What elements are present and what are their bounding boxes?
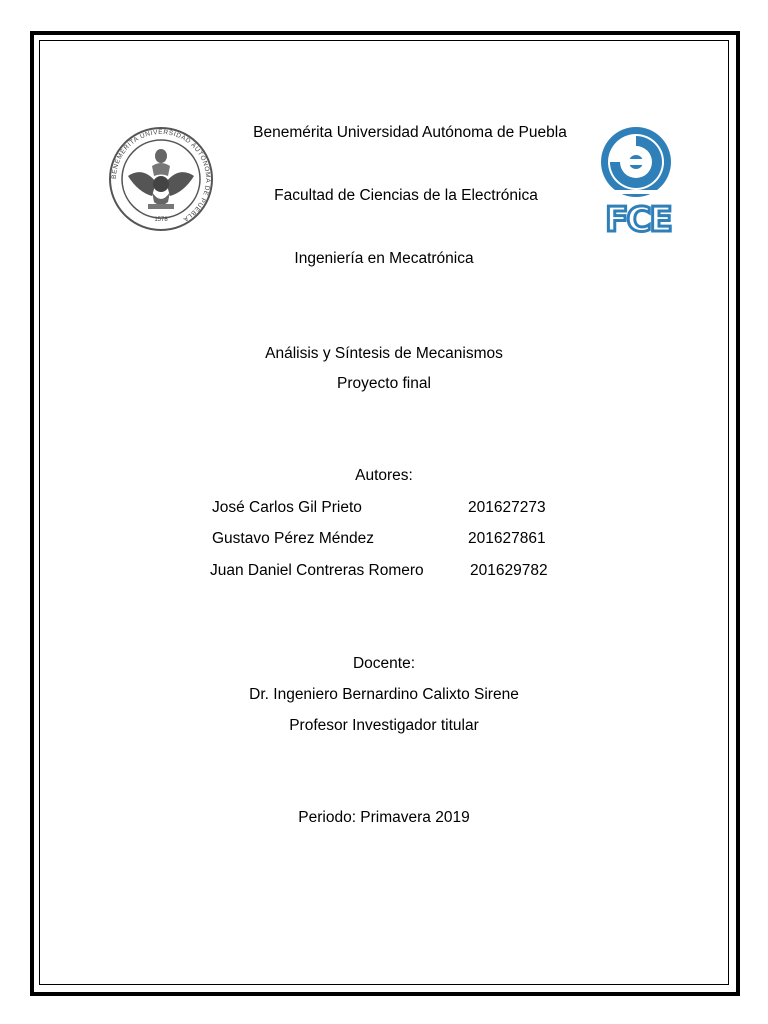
program-name: Ingeniería en Mecatrónica [294,250,474,267]
author-id: 201629782 [470,562,548,579]
fce-logo-text: FCE [605,200,671,238]
authors-heading: Autores: [355,467,413,484]
faculty-name: Facultad de Ciencias de la Electrónica [274,187,538,204]
university-name: Benemérita Universidad Autónoma de Puebla [253,124,567,141]
author-name: José Carlos Gil Prieto [212,499,362,516]
teacher-name: Dr. Ingeniero Bernardino Calixto Sirene [249,686,519,703]
course-name: Análisis y Síntesis de Mecanismos [265,345,503,362]
author-id: 201627273 [468,499,546,516]
seal-text: BENEMÉRITA UNIVERSIDAD AUTÓNOMA DE PUEBLA [110,128,212,223]
author-name: Gustavo Pérez Méndez [212,530,374,547]
teacher-role: Profesor Investigador titular [289,717,479,734]
project-title: Proyecto final [337,375,431,392]
period: Periodo: Primavera 2019 [298,809,470,826]
author-name: Juan Daniel Contreras Romero [210,562,424,579]
teacher-heading: Docente: [352,655,416,672]
seal-year: 1578 [154,217,168,223]
author-id: 201627861 [468,530,546,547]
